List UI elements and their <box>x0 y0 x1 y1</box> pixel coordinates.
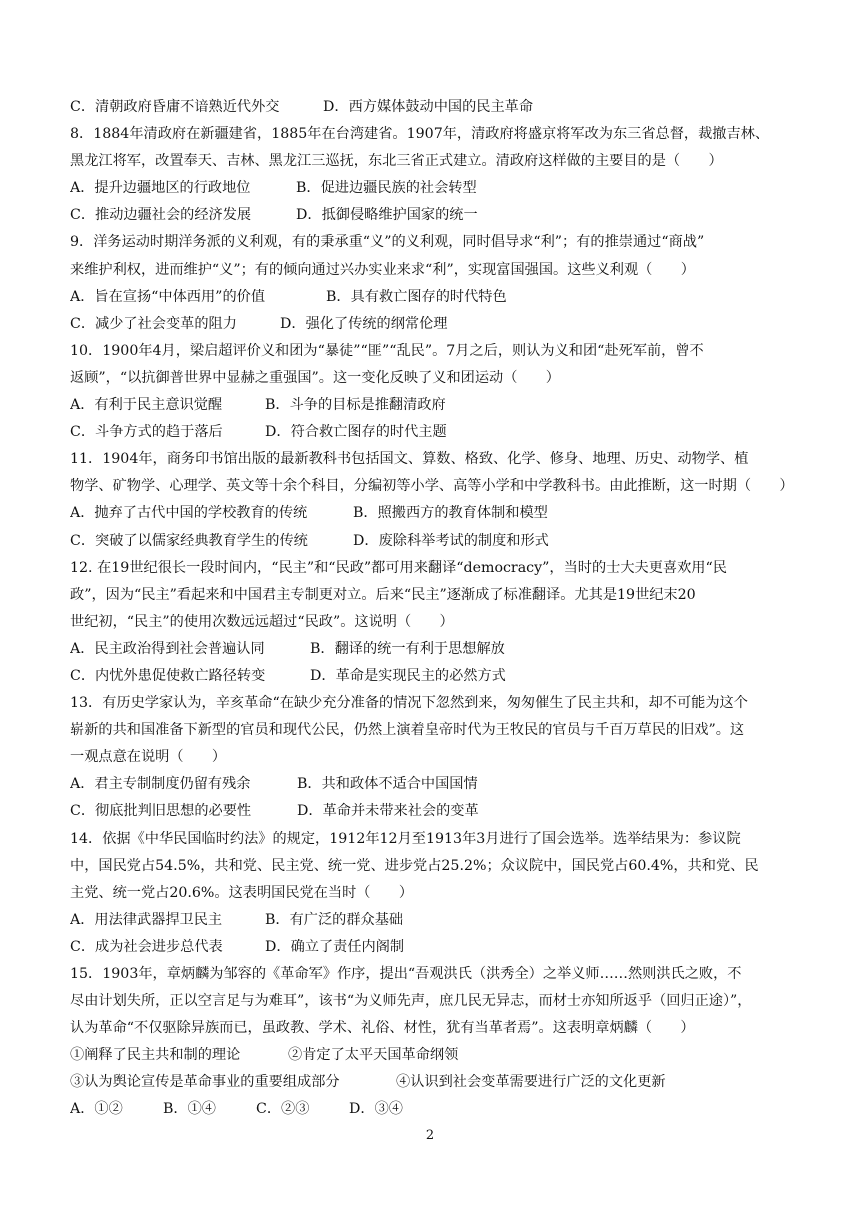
question-8-stem: 8．1884年清政府在新疆建省，1885年在台湾建省。1907年，清政府将盛京将军改为东三省总督，裁撤吉林、 <box>70 126 770 143</box>
question-9-stem: 来维护利权，进而维护“义”；有的倾向通过兴办实业来求“利”，实现富国强国。这些义利观（ ） <box>70 261 695 278</box>
question-15-stem: 15．1903年，章炳麟为邹容的《革命军》作序，提出“吾观洪氏（洪秀全）之举义师……然则洪氏之败，不 <box>70 966 742 982</box>
question-15-stem: 尽由计划失所，正以空言足与为难耳”，该书“为义师先声，庶几民无异志，而材士亦知所返乎（回归正途）”， <box>70 993 752 1010</box>
question-13-stem: 13．有历史学家认为，辛亥革命“在缺少充分准备的情况下忽然到来，匆匆催生了民主共和，却不可能为这个 <box>70 695 748 712</box>
option-line: A．君主专制制度仍留有残余 B．共和政体不适合中国国情 <box>70 776 478 793</box>
option-line: C．推动边疆社会的经济发展 D．抵御侵略维护国家的统一 <box>70 207 478 224</box>
question-14-stem: 14．依据《中华民国临时约法》的规定，1912年12月至1913年3月进行了国会选举。选举结果为：参议院 <box>70 830 741 847</box>
page-number: 2 <box>425 1128 435 1143</box>
question-13-stem: 一观点意在说明（ ） <box>70 749 227 766</box>
option-line: A．用法律武器捍卫民主 B．有广泛的群众基础 <box>70 911 404 928</box>
question-14-stem: 主党、统一党占20.6%。这表明国民党在当时（ ） <box>70 884 414 901</box>
question-12-stem: 世纪初，“民主”的使用次数远远超过“民政”。这说明（ ） <box>70 613 454 630</box>
option-line: A．有利于民主意识觉醒 B．斗争的目标是推翻清政府 <box>70 397 446 414</box>
option-line: A．抛弃了古代中国的学校教育的传统 B．照搬西方的教育体制和模型 <box>70 505 548 522</box>
question-14-stem: 中，国民党占54.5%，共和党、民主党、统一党、进步党占25.2%；众议院中，国民党占60.4%，共和党、民 <box>70 857 759 874</box>
option-line: C．突破了以儒家经典教育学生的传统 D．废除科举考试的制度和形式 <box>70 532 549 549</box>
question-11-stem: 物学、矿物学、心理学、英文等十余个科目，分编初等小学、高等小学和中学教科书。由此推断，这一时期（ ） <box>70 478 794 495</box>
statement-line: ①阐释了民主共和制的理论 ②肯定了太平天国革命纲领 <box>70 1047 459 1064</box>
option-line: C．清朝政府昏庸不谙熟近代外交 D．西方媒体鼓动中国的民主革命 <box>70 99 534 115</box>
option-line: C．减少了社会变革的阻力 D．强化了传统的纲常伦理 <box>70 315 448 332</box>
question-13-stem: 崭新的共和国准备下新型的官员和现代公民，仍然上演着皇帝时代为王牧民的官员与千百万草民的旧戏”。这 <box>70 722 745 739</box>
option-line: A．旨在宣扬“中体西用”的价值 B．具有救亡图存的时代特色 <box>70 288 507 305</box>
question-11-stem: 11．1904年，商务印书馆出版的最新教科书包括国文、算数、格致、化学、修身、地理、历史、动物学、植 <box>70 451 749 468</box>
option-line: A．提升边疆地区的行政地位 B．促进边疆民族的社会转型 <box>70 180 477 197</box>
question-12-stem: 12. 在19世纪很长一段时间内，“民主”和“民政”都可用来翻译“democracy”，当时的士大夫更喜欢用“民 <box>70 559 727 576</box>
question-10-stem: 10．1900年4月，梁启超评价义和团为“暴徒”“匪”“乱民”。7月之后，则认为义和团“赴死军前，曾不 <box>70 342 704 359</box>
option-line: C．彻底批判旧思想的必要性 D．革命并未带来社会的变革 <box>70 803 479 820</box>
option-line: C．斗争方式的趋于落后 D．符合救亡图存的时代主题 <box>70 424 447 441</box>
question-8-stem: 黑龙江将军，改置奉天、吉林、黑龙江三巡抚，东北三省正式建立。清政府这样做的主要目的是（ ） <box>70 153 723 170</box>
question-12-stem: 政”，因为“民主”看起来和中国君主专制更对立。后来“民主”逐渐成了标准翻译。尤其是19世纪末20 <box>70 586 696 603</box>
question-content <box>70 94 796 1124</box>
question-9-stem: 9．洋务运动时期洋务派的义利观，有的秉承重“义”的义利观，同时倡导求“利”；有的推崇通过“商战” <box>70 234 705 251</box>
option-line: A．①② B．①④ C．②③ D．③④ <box>70 1101 403 1118</box>
option-line: A．民主政治得到社会普遍认同 B．翻译的统一有利于思想解放 <box>70 640 505 657</box>
option-line: C．成为社会进步总代表 D．确立了责任内阁制 <box>70 938 405 955</box>
option-line: C．内忧外患促使救亡路径转变 D．革命是实现民主的必然方式 <box>70 667 506 684</box>
question-15-stem: 认为革命“不仅驱除异族而已，虽政教、学术、礼俗、材性，犹有当革者焉”。这表明章炳麟（ ） <box>70 1020 695 1037</box>
question-10-stem: 返顾”，“以抗御普世界中显赫之重强国”。这一变化反映了义和团运动（ ） <box>70 369 560 386</box>
statement-line: ③认为舆论宣传是革命事业的重要组成部分 ④认识到社会变革需要进行广泛的文化更新 <box>70 1074 666 1091</box>
